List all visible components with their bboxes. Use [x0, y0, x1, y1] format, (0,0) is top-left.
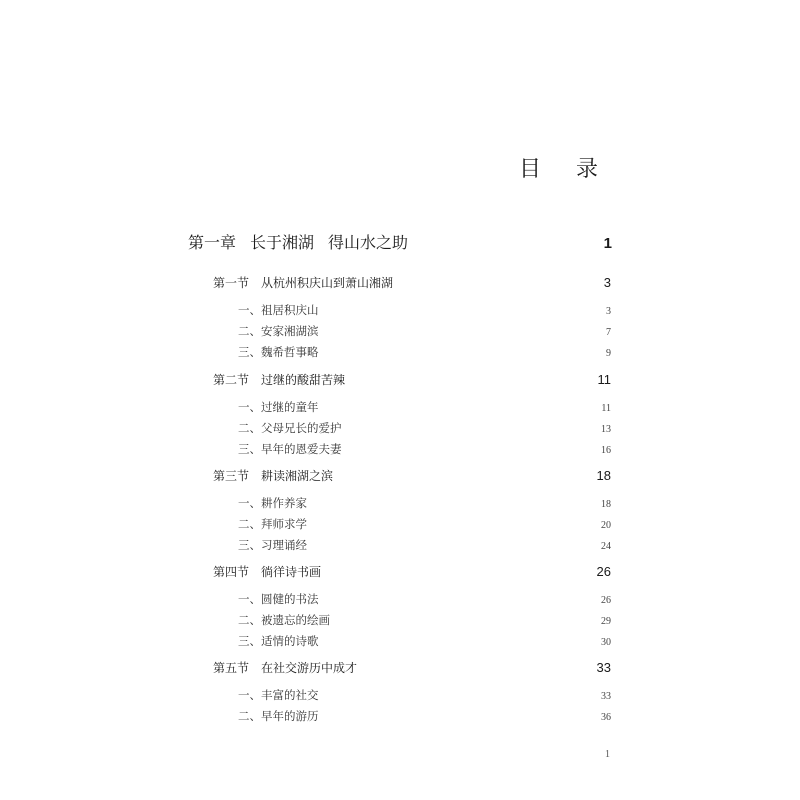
item-title: 一、耕作养家 — [238, 496, 307, 510]
section-title: 在社交游历中成才 — [261, 661, 358, 675]
section-page-number: 26 — [596, 564, 611, 579]
section-label: 第五节 — [213, 661, 250, 675]
item-page-number: 3 — [606, 306, 611, 317]
section-entry — [213, 467, 611, 484]
item-page-number: 24 — [601, 541, 611, 552]
chapter-title-part-b: 得山水之助 — [328, 233, 409, 252]
item-title: 二、被遗忘的绘画 — [238, 613, 330, 627]
item-title: 二、早年的游历 — [238, 709, 319, 723]
item-page-number: 29 — [601, 616, 611, 627]
chapter-label: 第一章 — [188, 233, 237, 252]
section-entry — [213, 659, 611, 676]
item-page-number: 13 — [601, 424, 611, 435]
item-title: 二、拜师求学 — [238, 517, 307, 531]
toc-item — [238, 708, 611, 724]
item-title: 三、适情的诗歌 — [238, 634, 319, 648]
section-entry — [213, 274, 611, 291]
toc-item — [238, 344, 611, 360]
item-title: 三、早年的恩爱夫妻 — [238, 442, 342, 456]
item-page-number: 30 — [601, 637, 611, 648]
section-label: 第二节 — [213, 373, 250, 387]
item-title: 一、祖居积庆山 — [238, 303, 319, 317]
section-label: 第一节 — [213, 276, 250, 290]
item-page-number: 20 — [601, 520, 611, 531]
item-page-number: 16 — [601, 445, 611, 456]
toc-item — [238, 516, 611, 532]
chapter-heading — [188, 230, 408, 253]
toc-title: 目 录 — [519, 157, 612, 182]
section-title: 过继的酸甜苦辣 — [261, 373, 346, 387]
toc-item — [238, 441, 611, 457]
section-label: 第三节 — [213, 469, 250, 483]
toc-item — [238, 612, 611, 628]
item-title: 二、安家湘湖滨 — [238, 324, 319, 338]
section-page-number: 18 — [596, 468, 611, 483]
section-title: 徜徉诗书画 — [261, 565, 322, 579]
item-page-number: 26 — [601, 595, 611, 606]
toc-item — [238, 420, 611, 436]
section-title: 耕读湘湖之滨 — [261, 469, 334, 483]
item-page-number: 9 — [606, 348, 611, 359]
section-entry — [213, 371, 611, 388]
page-folio-number: 1 — [605, 749, 610, 760]
toc-item — [238, 537, 611, 553]
section-entry — [213, 563, 611, 580]
item-page-number: 18 — [601, 499, 611, 510]
toc-item — [238, 399, 611, 415]
toc-item — [238, 591, 611, 607]
item-title: 一、过继的童年 — [238, 400, 319, 414]
section-page-number: 33 — [596, 660, 611, 675]
section-page-number: 11 — [597, 372, 611, 387]
toc-item — [238, 495, 611, 511]
item-page-number: 11 — [601, 403, 611, 414]
toc-item — [238, 302, 611, 318]
chapter-title-part-a: 长于湘湖 — [250, 233, 315, 252]
item-title: 一、圆健的书法 — [238, 592, 319, 606]
chapter-page-number: 1 — [603, 235, 612, 252]
item-title: 三、习理诵经 — [238, 538, 307, 552]
toc-item — [238, 323, 611, 339]
chapter-entry — [188, 230, 612, 253]
section-page-number: 3 — [603, 275, 611, 290]
item-page-number: 33 — [601, 691, 611, 702]
item-page-number: 7 — [606, 327, 611, 338]
toc-item — [238, 687, 611, 703]
item-title: 一、丰富的社交 — [238, 688, 319, 702]
item-title: 三、魏希哲事略 — [238, 345, 319, 359]
section-label: 第四节 — [213, 565, 250, 579]
toc-item — [238, 633, 611, 649]
item-title: 二、父母兄长的爱护 — [238, 421, 342, 435]
item-page-number: 36 — [601, 712, 611, 723]
section-title: 从杭州积庆山到萧山湘湖 — [261, 276, 394, 290]
